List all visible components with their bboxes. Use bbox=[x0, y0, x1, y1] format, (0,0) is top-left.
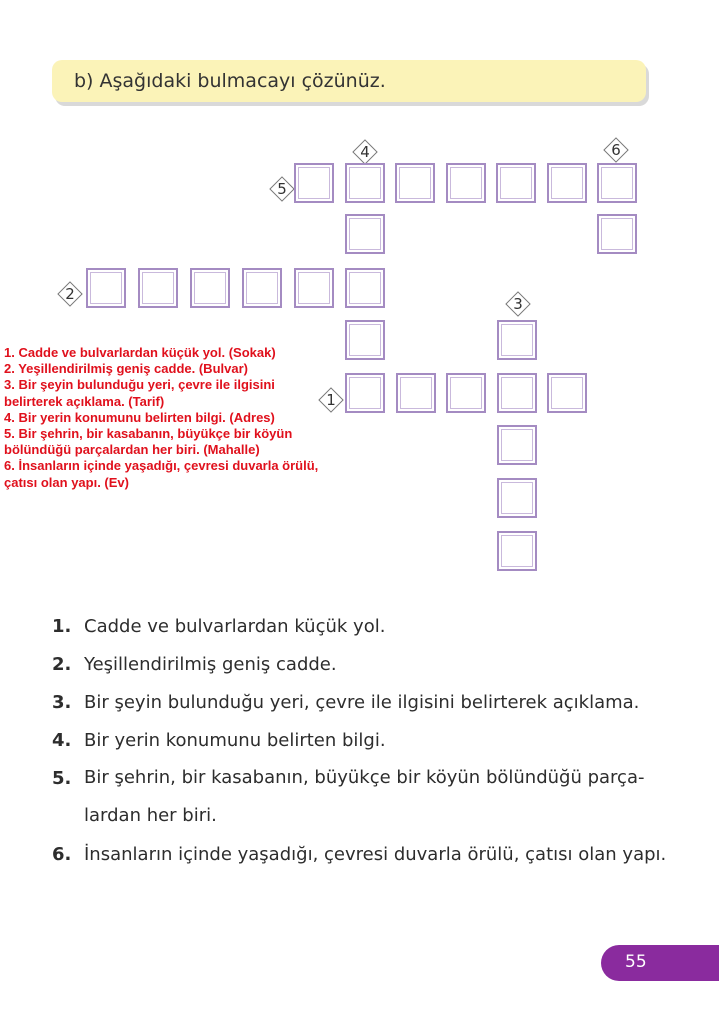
clue-index: 3. bbox=[52, 692, 72, 713]
clue-number-5: 5 bbox=[271, 178, 293, 200]
clue-text: Bir şeyin bulunduğu yeri, çevre ile ilgisini belirterek açıklama. bbox=[84, 692, 640, 713]
crossword-cell[interactable] bbox=[294, 163, 334, 203]
crossword-cell[interactable] bbox=[294, 268, 334, 308]
crossword-cell[interactable] bbox=[86, 268, 126, 308]
clue-item bbox=[52, 616, 672, 654]
answer-item: 6. İnsanların içinde yaşadığı, çevresi duvarla örülü, çatısı olan yapı. (Ev) bbox=[4, 458, 319, 490]
crossword-cell[interactable] bbox=[497, 373, 537, 413]
clue-item bbox=[52, 768, 672, 844]
answer-item: 1. Cadde ve bulvarlardan küçük yol. (Sokak) bbox=[4, 345, 276, 360]
answer-key bbox=[4, 345, 324, 491]
answer-item: 2. Yeşillendirilmiş geniş cadde. (Bulvar) bbox=[4, 361, 248, 377]
clue-number-1: 1 bbox=[320, 389, 342, 411]
crossword-cell[interactable] bbox=[597, 214, 637, 254]
clue-text: İnsanların içinde yaşadığı, çevresi duvarla örülü, çatısı olan yapı. bbox=[84, 844, 667, 865]
crossword-cell[interactable] bbox=[547, 373, 587, 413]
answer-item: 4. Bir yerin konumunu belirten bilgi. (Adres) bbox=[4, 409, 275, 425]
clue-item bbox=[52, 844, 672, 882]
clue-number-6: 6 bbox=[605, 139, 627, 161]
crossword-cell[interactable] bbox=[345, 214, 385, 254]
answer-item: 3. Bir şeyin bulunduğu yeri, çevre ile ilgisini belirterek açıklama. (Tarif) bbox=[4, 377, 275, 409]
clue-number-3: 3 bbox=[507, 293, 529, 315]
clue-text: Bir şehrin, bir kasabanın, büyükçe bir köyün bölündüğü parça-lardan her biri. bbox=[84, 767, 645, 826]
crossword-cell[interactable] bbox=[496, 163, 536, 203]
crossword-cell[interactable] bbox=[446, 373, 486, 413]
crossword-cell[interactable] bbox=[396, 373, 436, 413]
clue-index: 2. bbox=[52, 654, 72, 675]
crossword-cell[interactable] bbox=[345, 163, 385, 203]
crossword-cell[interactable] bbox=[497, 425, 537, 465]
clue-text: Yeşillendirilmiş geniş cadde. bbox=[84, 654, 337, 675]
clue-number-4: 4 bbox=[354, 141, 376, 163]
page-number-badge bbox=[601, 945, 719, 981]
clue-index: 4. bbox=[52, 730, 72, 751]
clue-number-2: 2 bbox=[59, 283, 81, 305]
crossword-cell[interactable] bbox=[190, 268, 230, 308]
crossword-cell[interactable] bbox=[345, 373, 385, 413]
page-number: 55 bbox=[625, 952, 647, 972]
crossword-cell[interactable] bbox=[597, 163, 637, 203]
instruction-text: b) Aşağıdaki bulmacayı çözünüz. bbox=[74, 70, 386, 92]
crossword-cell[interactable] bbox=[497, 531, 537, 571]
crossword-cell[interactable] bbox=[497, 320, 537, 360]
clue-list bbox=[52, 616, 672, 882]
clue-item bbox=[52, 692, 672, 730]
instruction-banner bbox=[52, 60, 646, 102]
crossword-cell[interactable] bbox=[395, 163, 435, 203]
clue-text: Bir yerin konumunu belirten bilgi. bbox=[84, 730, 386, 751]
crossword-cell[interactable] bbox=[242, 268, 282, 308]
crossword-cell[interactable] bbox=[345, 320, 385, 360]
clue-index: 6. bbox=[52, 844, 72, 865]
crossword-cell[interactable] bbox=[497, 478, 537, 518]
clue-index: 1. bbox=[52, 616, 72, 637]
answer-item: 5. Bir şehrin, bir kasabanın, büyükçe bir köyün bölündüğü parçalardan her biri. (Mahalle) bbox=[4, 426, 293, 458]
crossword-cell[interactable] bbox=[547, 163, 587, 203]
crossword-cell[interactable] bbox=[446, 163, 486, 203]
clue-index: 5. bbox=[52, 768, 72, 789]
clue-text: Cadde ve bulvarlardan küçük yol. bbox=[84, 616, 386, 637]
crossword-cell[interactable] bbox=[345, 268, 385, 308]
clue-item bbox=[52, 654, 672, 692]
crossword-cell[interactable] bbox=[138, 268, 178, 308]
